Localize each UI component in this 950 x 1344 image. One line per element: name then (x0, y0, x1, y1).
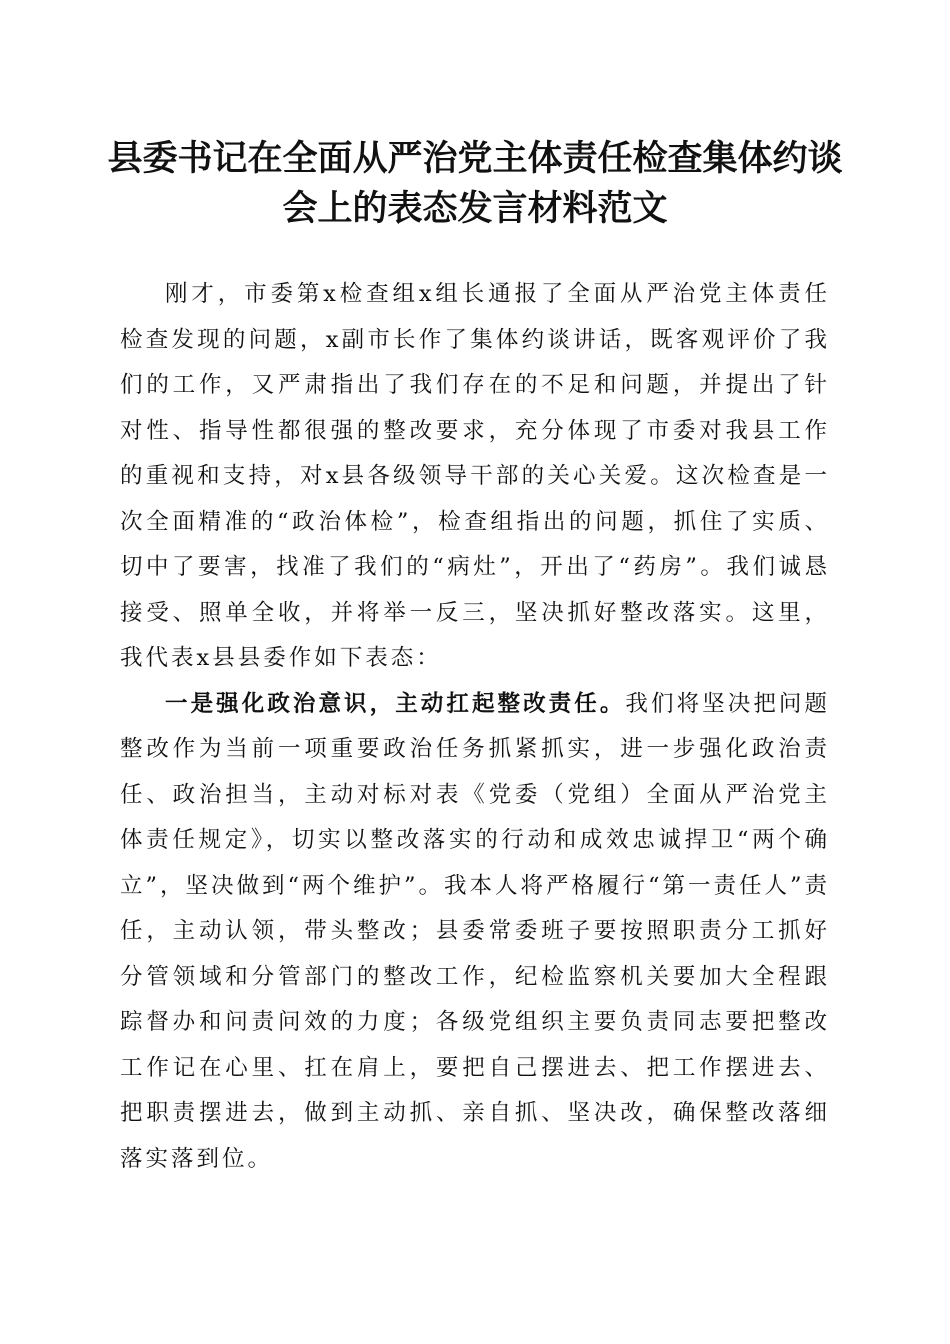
paragraph-intro-text: 刚才，市委第x检查组x组长通报了全面从严治党主体责任检查发现的问题，x副市长作了集体约谈讲话，既客观评价了我们的工作，又严肃指出了我们存在的不足和问题，并提出了针对性、指导性都很强的整改要求，充分体现了市委对我县工作的重视和支持，对x县各级领导干部的关心关爱。这次检查是一次全面精准的“政治体检”，检查组指出的问题，抓住了实质、切中了要害，找准了我们的“病灶”，开出了“药房”。我们诚恳接受、照单全收，并将举一反三，坚决抓好整改落实。这里，我代表x县县委作如下表态： (120, 281, 830, 671)
document-title: 县委书记在全面从严治党主体责任检查集体约谈会上的表态发言材料范文 (107, 138, 843, 229)
paragraph-point-one-heading: 一是强化政治意识，主动扛起整改责任。 (165, 690, 626, 717)
paragraph-intro (120, 272, 830, 682)
paragraph-point-one (120, 682, 830, 1183)
paragraph-point-one-text: 我们将坚决把问题整改作为当前一项重要政治任务抓紧抓实，进一步强化政治责任、政治担当，主动对标对表《党委（党组）全面从严治党主体责任规定》，切实以整改落实的行动和成效忠诚捍卫“两个确立”，坚决做到“两个维护”。我本人将严格履行“第一责任人”责任，主动认领，带头整改；县委常委班子要按照职责分工抓好分管领域和分管部门的整改工作，纪检监察机关要加大全程跟踪督办和问责问效的力度；各级党组织主要负责同志要把整改工作记在心里、扛在肩上，要把自己摆进去、把工作摆进去、把职责摆进去，做到主动抓、亲自抓、坚决改，确保整改落细落实落到位。 (120, 690, 831, 1172)
document-body (120, 272, 830, 1182)
